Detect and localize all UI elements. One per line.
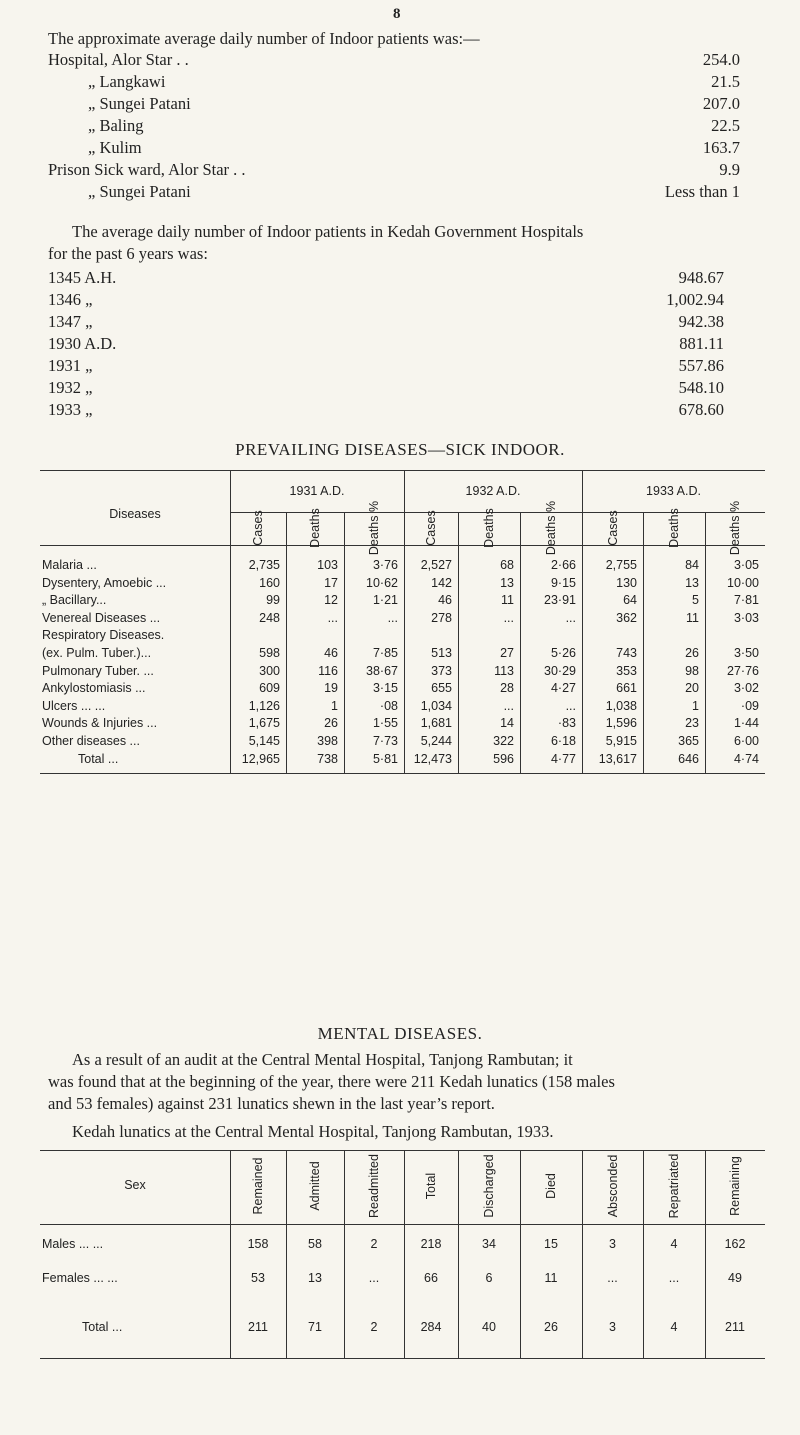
disease-value: 655: [431, 681, 452, 696]
lunatics-top-rule: [40, 1150, 765, 1151]
year-label: 1345 A.H.: [48, 268, 117, 287]
disease-value: 365: [678, 734, 699, 748]
disease-value: 130: [616, 575, 637, 590]
disease-value: 9·15: [550, 575, 576, 590]
page-number: 8: [393, 6, 401, 22]
lunatics-header: Died: [544, 1173, 558, 1199]
disease-value: 26: [685, 646, 699, 660]
disease-value: 5: [692, 593, 699, 608]
disease-value: 11: [686, 610, 699, 625]
year-label: 1931 „: [48, 356, 93, 375]
disease-value: 103: [317, 558, 338, 572]
lunatics-header: Repatriated: [667, 1153, 681, 1219]
total-value: 4·74: [733, 752, 759, 766]
total-label: Total ...: [78, 752, 119, 766]
disease-value: 99: [266, 593, 280, 608]
patient-label: „ Kulim: [88, 138, 142, 157]
disease-value: 28: [500, 681, 514, 696]
disease-value: 64: [623, 593, 637, 608]
disease-value: ...: [565, 610, 576, 625]
lunatics-value: 13: [308, 1271, 322, 1285]
year-value: 557.86: [678, 356, 724, 375]
sub-header: Deaths: [308, 508, 322, 548]
patient-label: „ Sungei Patani: [88, 182, 191, 201]
lunatics-total-value: 2: [370, 1320, 378, 1334]
disease-value: 1,675: [248, 716, 280, 731]
disease-name: Venereal Diseases ...: [42, 610, 161, 625]
disease-value: 278: [431, 610, 452, 625]
disease-value: 11: [501, 593, 514, 608]
disease-value: 743: [616, 646, 637, 660]
disease-value: 5,244: [420, 734, 452, 748]
disease-value: 1·21: [372, 593, 398, 608]
disease-value: 27·76: [727, 663, 759, 678]
disease-value: 1,038: [605, 698, 637, 713]
year-value: 678.60: [678, 400, 724, 419]
disease-value: 373: [431, 663, 452, 678]
disease-value: 68: [500, 558, 514, 572]
lunatics-value: 15: [544, 1237, 558, 1251]
disease-value: 1,596: [605, 716, 637, 731]
disease-value: 1,681: [420, 716, 452, 731]
lunatics-total-value: 71: [308, 1320, 322, 1334]
disease-value: 12: [324, 593, 338, 608]
mental-title: MENTAL DISEASES.: [317, 1024, 483, 1043]
disease-value: 3·05: [733, 558, 759, 572]
disease-value: 84: [685, 558, 699, 572]
mental-para-line1: As a result of an audit at the Central Mental Hospital, Tanjong Rambutan; it: [72, 1050, 573, 1069]
sub-header: Deaths %: [367, 500, 381, 556]
disease-value: 362: [616, 610, 637, 625]
disease-value: ...: [565, 698, 576, 713]
total-value: 4·77: [550, 752, 576, 766]
lunatics-header: Remained: [251, 1157, 265, 1215]
disease-value: 3·02: [733, 681, 759, 696]
disease-value: 5,145: [248, 734, 280, 748]
lunatics-value: 53: [251, 1271, 265, 1285]
disease-value: 3·76: [372, 558, 398, 572]
lunatics-value: 3: [609, 1237, 616, 1251]
patient-value: 21.5: [711, 72, 740, 91]
total-value: 646: [678, 752, 699, 766]
year-value: 942.38: [678, 312, 724, 331]
disease-value: 3·50: [733, 646, 759, 660]
disease-value: 10·62: [366, 575, 398, 590]
patient-label: Hospital, Alor Star . .: [48, 50, 189, 69]
disease-value: 46: [324, 646, 338, 660]
patient-label: „ Sungei Patani: [88, 94, 191, 113]
patient-value: 254.0: [702, 50, 740, 69]
lunatics-total-value: 211: [248, 1320, 268, 1334]
disease-value: 598: [259, 646, 280, 660]
disease-value: ·08: [379, 698, 398, 713]
disease-value: 98: [685, 663, 699, 678]
year-header: 1932 A.D.: [465, 484, 521, 498]
disease-value: 10·00: [727, 575, 759, 590]
disease-value: 1·44: [733, 716, 759, 731]
lunatics-header: Total: [424, 1172, 438, 1200]
mental-para-line3: and 53 females) against 231 lunatics shewn in the last year’s report.: [48, 1094, 495, 1113]
disease-name: (ex. Pulm. Tuber.)...: [42, 646, 152, 660]
disease-value: 248: [259, 610, 280, 625]
lunatics-caption: Kedah lunatics at the Central Mental Hospital, Tanjong Rambutan, 1933.: [72, 1122, 554, 1141]
disease-value: 1: [692, 698, 699, 713]
disease-value: ...: [387, 610, 398, 625]
disease-value: 14: [500, 716, 514, 731]
intro2-line2: for the past 6 years was:: [48, 244, 208, 263]
disease-value: 13: [685, 575, 699, 590]
disease-name: Malaria ...: [42, 558, 97, 572]
lunatics-value: 162: [724, 1237, 746, 1251]
lunatics-value: 4: [670, 1237, 678, 1251]
disease-value: 46: [438, 593, 452, 608]
disease-value: 23·91: [544, 593, 576, 608]
disease-value: 13: [500, 575, 514, 590]
disease-value: 160: [259, 575, 280, 590]
year-label: 1932 „: [48, 378, 93, 397]
intro-paragraph: The approximate average daily number of Indoor patients was:—: [48, 29, 480, 48]
disease-value: 398: [317, 734, 338, 748]
patient-label: „ Langkawi: [88, 72, 166, 91]
lunatics-value: 6: [485, 1271, 493, 1285]
disease-value: 23: [685, 716, 699, 731]
disease-value: 1·55: [372, 716, 398, 731]
patient-label: „ Baling: [88, 116, 144, 135]
disease-value: 7·81: [733, 593, 759, 608]
sub-header: Deaths %: [544, 500, 558, 556]
lunatics-total-value: 40: [482, 1320, 496, 1334]
disease-name: Ulcers ... ...: [42, 698, 106, 713]
disease-name: Ankylostomiasis ...: [42, 681, 146, 696]
sub-header: Deaths: [482, 508, 496, 548]
year-value: 881.11: [679, 334, 724, 353]
disease-value: ...: [327, 610, 338, 625]
disease-value: 116: [318, 663, 338, 678]
disease-value: 26: [324, 716, 338, 731]
disease-value: 7·85: [372, 646, 398, 660]
patient-value: 22.5: [711, 116, 740, 135]
lunatics-total-value: 4: [670, 1320, 678, 1334]
patient-value: 9.9: [719, 160, 740, 179]
disease-value: 3·15: [372, 681, 398, 696]
sex-header: Sex: [124, 1178, 146, 1192]
lunatics-header: Admitted: [308, 1161, 322, 1211]
total-value: 596: [493, 752, 514, 766]
disease-value: ...: [503, 698, 514, 713]
year-label: 1933 „: [48, 400, 93, 419]
lunatics-total-value: 3: [609, 1320, 616, 1334]
total-value: 12,965: [241, 752, 280, 766]
lunatics-bottom-rule: [40, 1358, 765, 1359]
disease-value: 7·73: [372, 734, 398, 748]
diseases-header: Diseases: [109, 507, 161, 521]
lunatics-value: ...: [668, 1271, 680, 1285]
lunatics-value: 34: [482, 1237, 496, 1251]
total-value: 5·81: [372, 752, 398, 766]
sex-name: Females ... ...: [42, 1271, 118, 1285]
lunatics-value: ...: [368, 1271, 380, 1285]
year-label: 1346 „: [48, 290, 93, 309]
disease-value: 38·67: [366, 663, 398, 678]
disease-value: 1,034: [420, 698, 452, 713]
patient-value: 207.0: [702, 94, 740, 113]
year-label: 1347 „: [48, 312, 93, 331]
disease-value: 2,735: [248, 558, 280, 572]
lunatics-header-rule: [40, 1224, 765, 1225]
disease-value: 1,126: [248, 698, 280, 713]
lunatics-value: ...: [607, 1271, 618, 1285]
lunatics-total-value: 284: [420, 1320, 442, 1334]
lunatics-value: 2: [370, 1237, 378, 1251]
prevailing-title: PREVAILING DISEASES—SICK INDOOR.: [235, 440, 565, 459]
disease-name: „ Bacillary...: [42, 593, 107, 608]
sub-header: Cases: [251, 510, 265, 546]
disease-name: Pulmonary Tuber. ...: [42, 663, 154, 678]
disease-name: Dysentery, Amoebic ...: [42, 575, 167, 590]
disease-value: 300: [259, 663, 280, 678]
disease-value: 322: [493, 734, 514, 748]
disease-value: ·83: [557, 716, 576, 731]
lunatics-value: 11: [544, 1271, 558, 1285]
disease-value: 5,915: [605, 734, 637, 748]
disease-value: 19: [324, 681, 338, 696]
disease-value: 17: [324, 575, 338, 590]
disease-value: 20: [685, 681, 699, 696]
year-value: 548.10: [678, 378, 724, 397]
lunatics-value: 158: [247, 1237, 269, 1251]
mental-para-line2: was found that at the beginning of the year, there were 211 Kedah lunatics (158 males: [48, 1072, 615, 1091]
patient-label: Prison Sick ward, Alor Star . .: [48, 160, 246, 179]
year-value: 1,002.94: [666, 290, 724, 309]
disease-value: 6·00: [733, 734, 759, 748]
patient-value: Less than 1: [664, 182, 740, 201]
disease-value: 27: [500, 646, 514, 660]
disease-value: 513: [431, 646, 452, 660]
lunatics-value: 49: [728, 1271, 742, 1285]
sex-name: Males ... ...: [42, 1237, 104, 1251]
sub-header: Deaths: [667, 508, 681, 548]
disease-value: 142: [431, 575, 452, 590]
disease-value: 30·29: [544, 663, 576, 678]
lunatics-total-value: 26: [544, 1320, 558, 1334]
lunatics-value: 58: [308, 1237, 322, 1251]
disease-value: 4·27: [550, 681, 576, 696]
year-header: 1933 A.D.: [646, 484, 701, 498]
disease-name: Respiratory Diseases.: [42, 628, 165, 643]
disease-value: 353: [616, 663, 637, 678]
total-value: 13,617: [598, 752, 637, 766]
lunatics-header: Absconded: [605, 1154, 620, 1218]
lunatics-header: Remaining: [728, 1156, 742, 1216]
lunatics-header: Readmitted: [367, 1154, 381, 1218]
year-value: 948.67: [678, 268, 724, 287]
disease-value: 2,527: [420, 558, 452, 572]
intro2-line1: The average daily number of Indoor patients in Kedah Government Hospitals: [72, 222, 584, 241]
sub-header: Cases: [424, 510, 438, 546]
lunatics-value: 218: [420, 1237, 442, 1251]
total-value: 12,473: [413, 752, 452, 766]
sub-header: Deaths %: [728, 500, 742, 556]
disease-value: ...: [503, 610, 514, 625]
disease-value: 2·66: [550, 558, 576, 572]
lunatics-total-value: 211: [725, 1320, 745, 1334]
sub-header: Cases: [605, 510, 620, 546]
lunatics-value: 66: [424, 1271, 438, 1285]
disease-value: 6·18: [550, 734, 576, 748]
year-label: 1930 A.D.: [48, 334, 117, 353]
disease-value: 3·03: [733, 610, 759, 625]
total-value: 738: [317, 752, 338, 766]
disease-value: 5·26: [550, 646, 576, 660]
disease-value: 2,755: [605, 558, 637, 572]
disease-value: 113: [494, 663, 514, 678]
disease-value: 609: [259, 681, 280, 696]
disease-value: ·09: [740, 698, 759, 713]
patient-value: 163.7: [702, 138, 740, 157]
disease-name: Wounds & Injuries ...: [42, 716, 158, 731]
lunatics-total-label: Total ...: [82, 1320, 123, 1334]
lunatics-header: Discharged: [482, 1154, 496, 1218]
disease-value: 1: [331, 698, 338, 713]
disease-name: Other diseases ...: [42, 734, 140, 748]
year-header: 1931 A.D.: [289, 484, 345, 498]
disease-value: 661: [616, 681, 637, 696]
